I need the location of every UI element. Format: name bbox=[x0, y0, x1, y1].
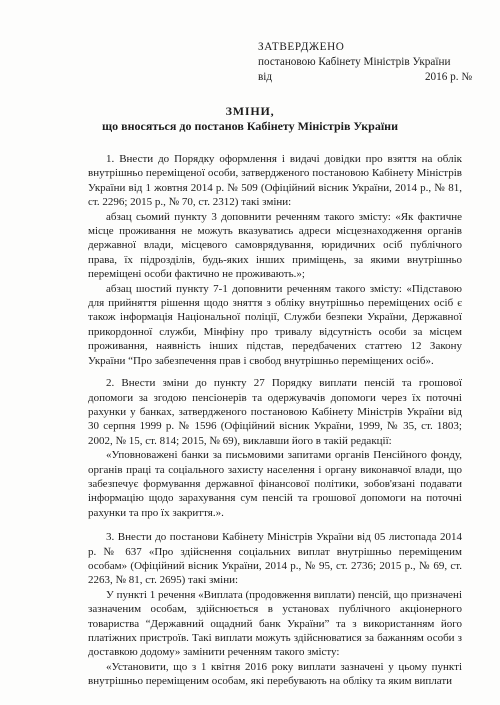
document-title: ЗМІНИ, bbox=[225, 104, 275, 118]
approval-date-row bbox=[258, 70, 478, 85]
paragraph-6: 3. Внести до постанови Кабінету Міністрів України від 05 листопада 2014 р. № 637 «Про здійснення соціальних виплат внутрішньо переміщеним особам» (Офіційний вісник України, 2014 р., № 95, ст. 2736; 2015 р., № 69, ст. 2263, № 81, ст. 2695) такі зміни: bbox=[88, 531, 462, 587]
paragraph-8: «Установити, що з 1 квітня 2016 року виплати зазначені у цьому пункті внутрішньо переміщеним особам, які перебувають на обліку та яким виплати bbox=[88, 660, 462, 688]
paragraph-2: абзац сьомий пункту 3 доповнити реченням такого змісту: «Як фактичне місце проживання не можуть вказуватись адреси місцезнаходження органів державної влади, місцевого самоврядування, юридичних осіб публічного права, їх підрозділів, будь-яких інших приміщень, за якими внутрішньо переміщені особи фактично не проживають.»; bbox=[88, 210, 462, 281]
document-heading bbox=[0, 104, 500, 134]
approval-date-prefix: від bbox=[258, 71, 273, 83]
paragraph-5: «Уповноважені банки за письмовими запитами органів Пенсійного фонду, органів праці та соціального захисту населення і органу виконавчої влади, що забезпечує формування державної фінансової політики, зобов'язані подавати інформацію щодо зарахування сум пенсій та грошової допомоги на поточні рахунки та про їх закриття.». bbox=[88, 449, 462, 519]
approval-line: постановою Кабінету Міністрів України bbox=[258, 56, 451, 68]
paragraph-4: 2. Внести зміни до пункту 27 Порядку виплати пенсій та грошової допомоги за згодою пенсіонерів та одержувачів допомоги через їх поточні рахунки у банках, затвердженого постановою Кабінету Міністрів України від 30 серпня 1999 р. № 1596 (Офіційний вісник України, 1999, № 35, ст. 1803; 2002, № 15, ст. 814; 2015, № 69), виклавши його в такій редакції: bbox=[88, 377, 462, 447]
approval-stamp bbox=[258, 40, 478, 85]
document-body bbox=[88, 152, 462, 689]
approval-title: ЗАТВЕРДЖЕНО bbox=[258, 41, 345, 53]
paragraph-7: У пункті 1 речення «Виплата (продовження виплати) пенсій, що призначені зазначеним особам, здійснюється в установах публічного акціонерного товариства “Державний ощадний банк України” та з використанням його платіжних пристроїв. Такі виплати можуть здійснюватися за бажанням особи з доставкою додому» замінити реченням такого змісту: bbox=[88, 588, 462, 659]
paragraph-1: 1. Внести до Порядку оформлення і видачі довідки про взяття на облік внутрішньо переміщеної особи, затвердженого постановою Кабінету Міністрів України від 1 жовтня 2014 р. № 509 (Офіційний вісник України, 2014 р., № 81, ст. 2296; 2015 р., № 70, ст. 2312) такі зміни: bbox=[88, 153, 462, 209]
approval-date-suffix: 2016 р. № bbox=[424, 71, 472, 83]
document-subtitle: що вносяться до постанов Кабінету Міністрів України bbox=[101, 119, 399, 133]
paragraph-3: абзац шостий пункту 7-1 доповнити реченням такого змісту: «Підставою для прийняття рішення щодо зняття з обліку внутрішньо переміщених осіб є також інформація Національної поліції, Служби безпеки України, Державної прикордонної служби, Мінфіну про тривалу відсутність особи за місцем проживання, наявність інших підстав, передбачених статтею 12 Закону України “Про забезпечення прав і свобод внутрішньо переміщених осіб». bbox=[88, 282, 462, 367]
